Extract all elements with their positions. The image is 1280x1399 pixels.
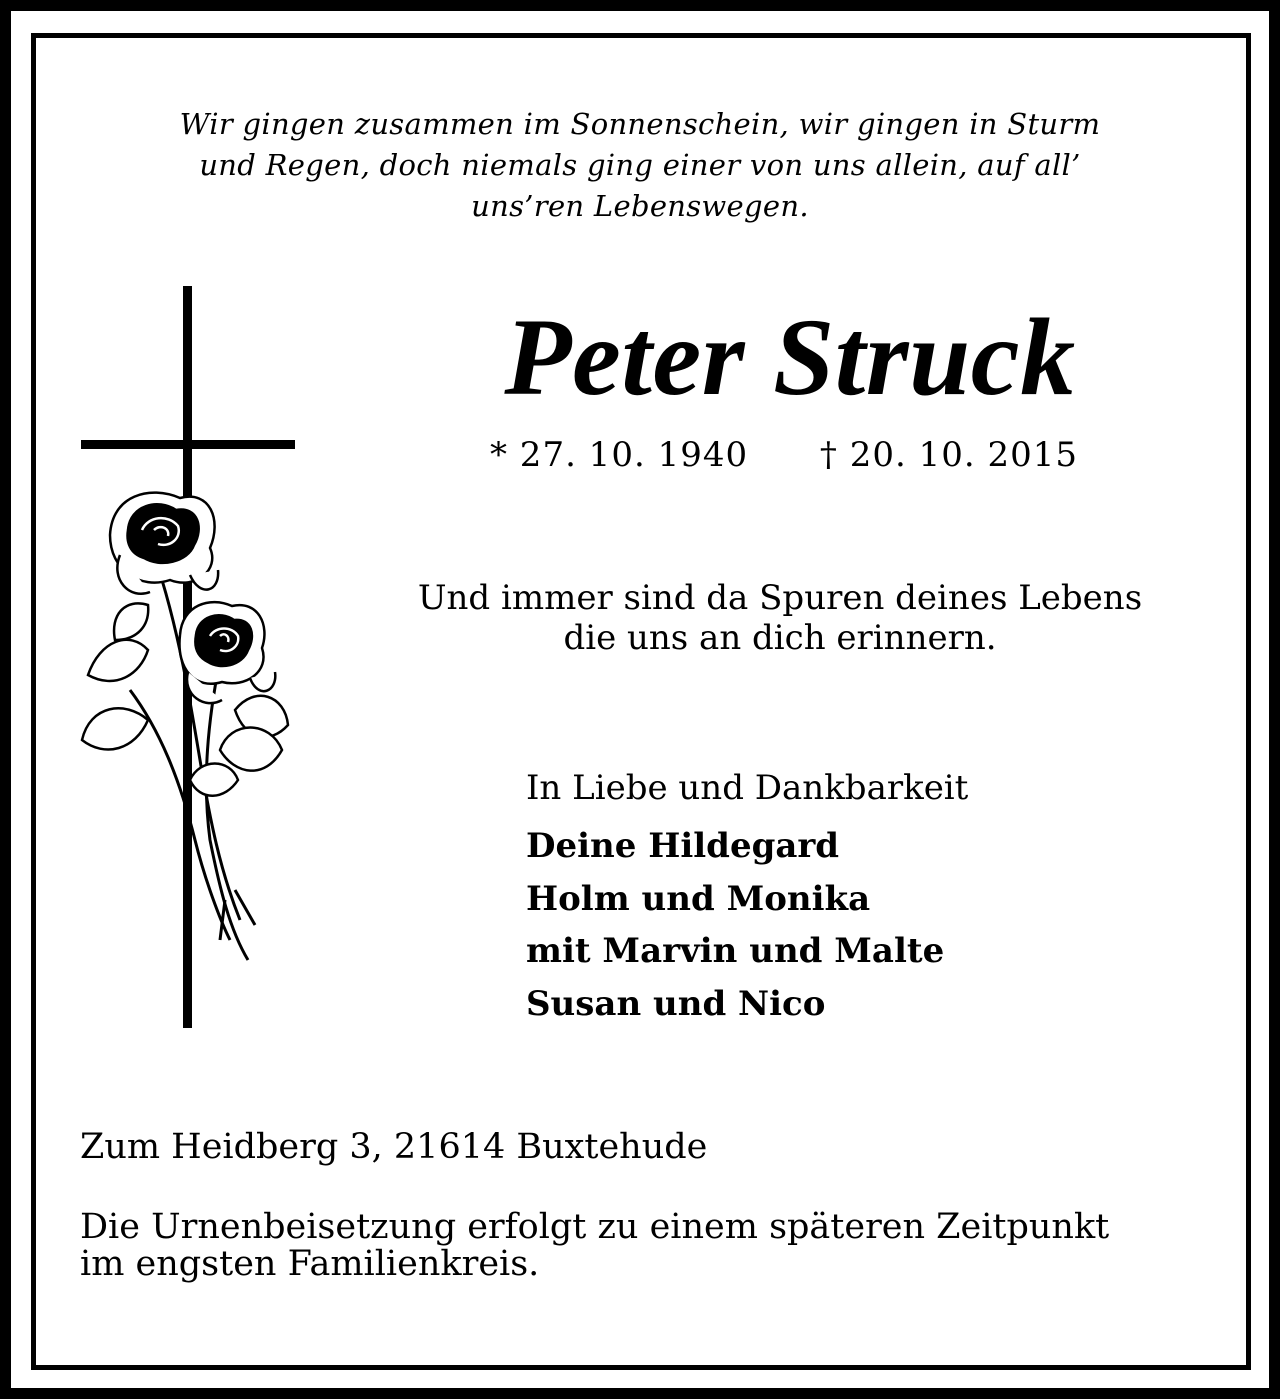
- cross-with-roses-icon: [70, 280, 310, 1040]
- birth-date: * 27. 10. 1940: [490, 435, 749, 475]
- life-dates: [490, 432, 1078, 478]
- family-list: [526, 820, 944, 1030]
- signoff-line: In Liebe und Dankbarkeit: [526, 768, 969, 808]
- cross-horizontal-beam: [81, 440, 295, 449]
- memorial-quote: Und immer sind da Spuren deines Lebens die uns an dich erinnern.: [417, 578, 1143, 658]
- upper-rose: [110, 493, 218, 594]
- death-date: † 20. 10. 2015: [819, 435, 1078, 475]
- deceased-name: Peter Struck: [504, 296, 1076, 418]
- family-address: Zum Heidberg 3, 21614 Buxtehude: [80, 1127, 708, 1167]
- family-member: Susan und Nico: [526, 983, 826, 1024]
- family-member: Holm und Monika: [526, 878, 871, 919]
- opening-poem: Wir gingen zusammen im Sonnenschein, wir gingen in Sturm und Regen, doch niemals ging einer von uns allein, auf all’ uns’ren Lebenswegen.: [179, 107, 1101, 223]
- family-member: mit Marvin und Malte: [526, 931, 945, 971]
- burial-notice: Die Urnenbeisetzung erfolgt zu einem späteren Zeitpunkt im engsten Familienkreis.: [80, 1207, 1110, 1284]
- family-member: Deine Hildegard: [526, 826, 840, 866]
- lower-rose: [179, 602, 275, 703]
